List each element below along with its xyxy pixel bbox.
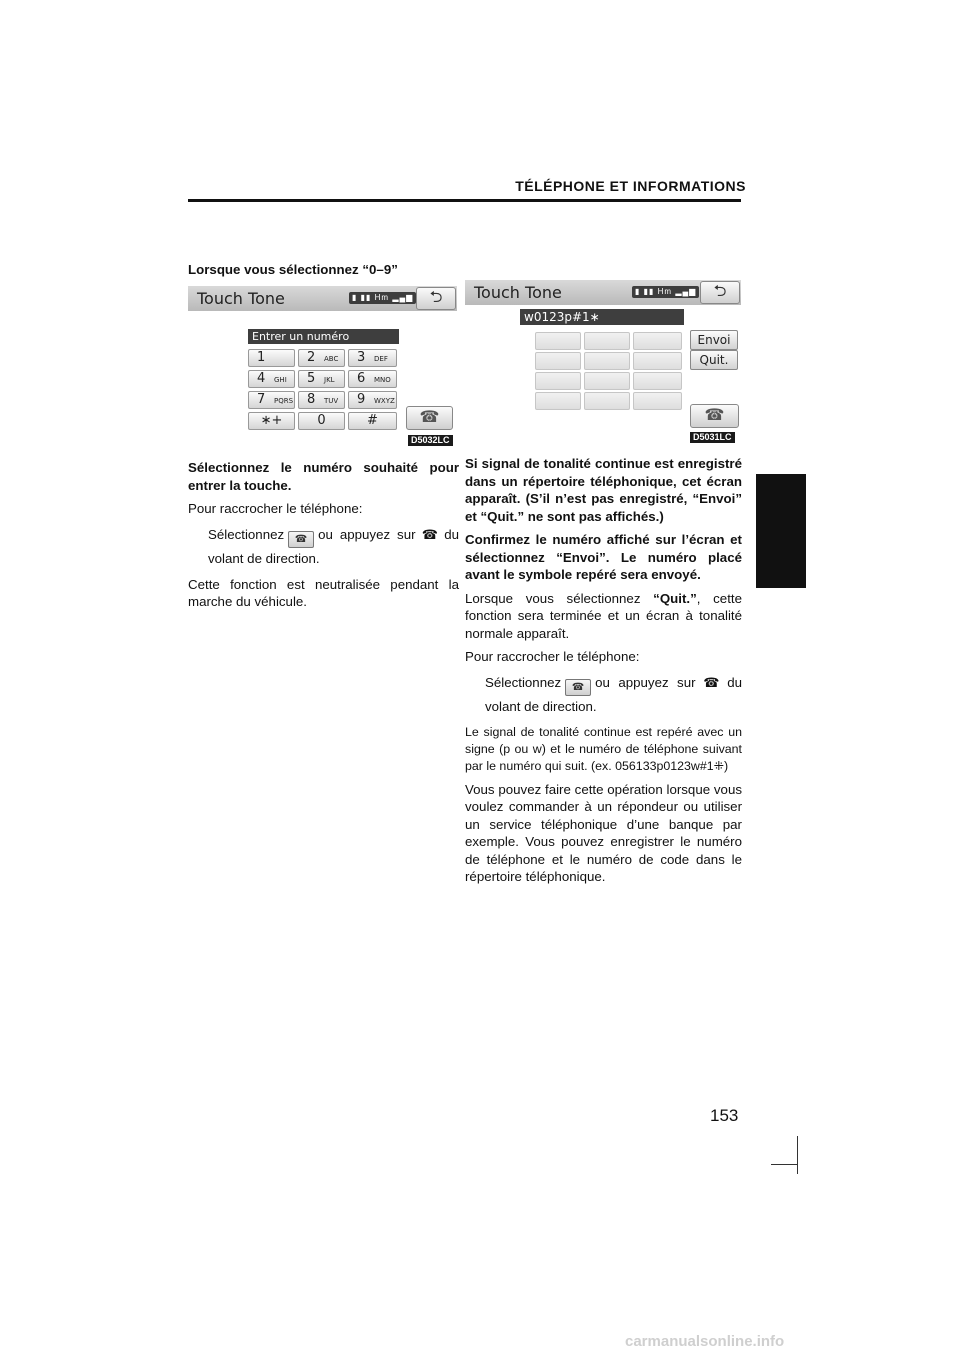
quit-text: Lorsque vous sélectionnez “Quit.”, cette fonction sera terminée et un écran à tonalité normale apparaît. bbox=[465, 590, 742, 641]
key-disabled bbox=[584, 352, 630, 370]
signal-icon: ▂▄▆ bbox=[392, 293, 414, 302]
key-1[interactable]: 1 bbox=[248, 349, 295, 367]
touch-tone-send-screen bbox=[465, 280, 741, 443]
key-9[interactable]: 9 WXYZ bbox=[348, 391, 397, 409]
hang-up-button[interactable] bbox=[690, 404, 739, 428]
key-7[interactable]: 7 PQRS bbox=[248, 391, 295, 409]
hang-up-heading: Pour raccrocher le téléphone: bbox=[465, 649, 640, 664]
status-icons: ▮ ▮▮ Hm ▂▄▆ bbox=[349, 292, 416, 304]
phone-icon: ☎ bbox=[288, 531, 314, 548]
status-icons: ▮ ▮▮ Hm ▂▄▆ bbox=[632, 286, 699, 298]
battery-icon: ▮ ▮▮ bbox=[352, 293, 375, 302]
key-3[interactable]: 3 DEF bbox=[348, 349, 397, 367]
subheading: Lorsque vous sélectionnez “0–9” bbox=[188, 262, 398, 277]
phone-icon: ☎ bbox=[419, 409, 440, 426]
screen-header bbox=[465, 280, 741, 305]
left-column bbox=[188, 262, 459, 617]
hang-up-instruction: Sélectionnez ☎ ou appuyez sur ☎ du volant de direction. bbox=[485, 674, 742, 714]
header-rule bbox=[188, 199, 741, 202]
signal-icon: ▂▄▆ bbox=[675, 287, 697, 296]
usage-note: Vous pouvez faire cette opération lorsque vous voulez commander à un répondeur ou utiliser un service téléphonique d’une banque par exemple. Vous pouvez enregistrer le numéro de téléphone et le numéro de code dans le répertoire téléphonique. bbox=[465, 781, 742, 884]
quit-button[interactable]: Quit. bbox=[690, 350, 738, 370]
screen-title: Touch Tone bbox=[197, 289, 285, 308]
right-column bbox=[465, 280, 742, 892]
section-title: TÉLÉPHONE ET INFORMATIONS bbox=[515, 178, 746, 194]
return-arrow-icon[interactable]: ⮌ bbox=[700, 281, 740, 304]
image-code: D5031LC bbox=[690, 432, 735, 443]
crop-mark bbox=[771, 1164, 798, 1165]
number-entry-bar: Entrer un numéro bbox=[248, 329, 399, 344]
key-8[interactable]: 8 TUV bbox=[298, 391, 345, 409]
key-disabled bbox=[535, 332, 581, 350]
hang-up-button[interactable] bbox=[406, 406, 453, 430]
crop-mark bbox=[797, 1136, 798, 1174]
send-button[interactable]: Envoi bbox=[690, 330, 738, 350]
key-disabled bbox=[633, 332, 682, 350]
battery-icon: ▮ ▮▮ bbox=[635, 287, 658, 296]
key-5[interactable]: 5 JKL bbox=[298, 370, 345, 388]
key-disabled bbox=[633, 352, 682, 370]
key-2[interactable]: 2 ABC bbox=[298, 349, 345, 367]
key-hash[interactable]: # bbox=[348, 412, 397, 430]
key-disabled bbox=[584, 372, 630, 390]
image-code: D5032LC bbox=[408, 435, 453, 446]
phone-icon: ☎ bbox=[698, 674, 725, 690]
hang-up-heading: Pour raccrocher le téléphone: bbox=[188, 501, 363, 516]
driving-note: Cette fonction est neutralisée pendant la marche du véhicule. bbox=[188, 576, 459, 609]
key-disabled bbox=[535, 392, 581, 410]
page-number: 153 bbox=[710, 1106, 739, 1125]
key-star-plus[interactable]: ∗+ bbox=[248, 412, 295, 430]
key-4[interactable]: 4 GHI bbox=[248, 370, 295, 388]
key-6[interactable]: 6 MNO bbox=[348, 370, 397, 388]
screen-header bbox=[188, 286, 457, 311]
return-arrow-icon[interactable]: ⮌ bbox=[416, 287, 456, 310]
phone-icon: ☎ bbox=[704, 407, 725, 424]
key-disabled bbox=[633, 392, 682, 410]
watermark: carmanualsonline.info bbox=[625, 1333, 785, 1350]
instruction-text: Sélectionnez le numéro souhaité pour entrer la touche. bbox=[188, 460, 459, 493]
key-disabled bbox=[584, 332, 630, 350]
number-display: w0123p#1∗ bbox=[520, 309, 684, 325]
key-disabled bbox=[535, 352, 581, 370]
key-disabled bbox=[535, 372, 581, 390]
key-0[interactable]: 0 bbox=[298, 412, 345, 430]
screen-title: Touch Tone bbox=[474, 283, 562, 302]
stored-tone-text: Si signal de tonalité continue est enregistré dans un répertoire téléphonique, cet écran apparaît. (S’il n’est pas enregistré, “Envoi” et “Quit.” ne sont pas affichés.) bbox=[465, 456, 742, 524]
chapter-tab bbox=[756, 474, 806, 588]
phone-icon: ☎ bbox=[565, 679, 591, 696]
key-disabled bbox=[584, 392, 630, 410]
tone-signal-note: Le signal de tonalité continue est repéré avec un signe (p ou w) et le numéro de téléphone suivant par le numéro qui suit. (ex. 056133p0123w#1⁜) bbox=[465, 724, 742, 773]
key-disabled bbox=[633, 372, 682, 390]
hang-up-instruction: Sélectionnez ☎ ou appuyez sur ☎ du volant de direction. bbox=[208, 526, 459, 566]
phone-icon: ☎ bbox=[418, 526, 442, 542]
touch-tone-keypad-screen bbox=[188, 286, 457, 446]
confirm-text: Confirmez le numéro affiché sur l’écran et sélectionnez “Envoi”. Le numéro placé avant le symbole repéré sera envoyé. bbox=[465, 532, 742, 582]
